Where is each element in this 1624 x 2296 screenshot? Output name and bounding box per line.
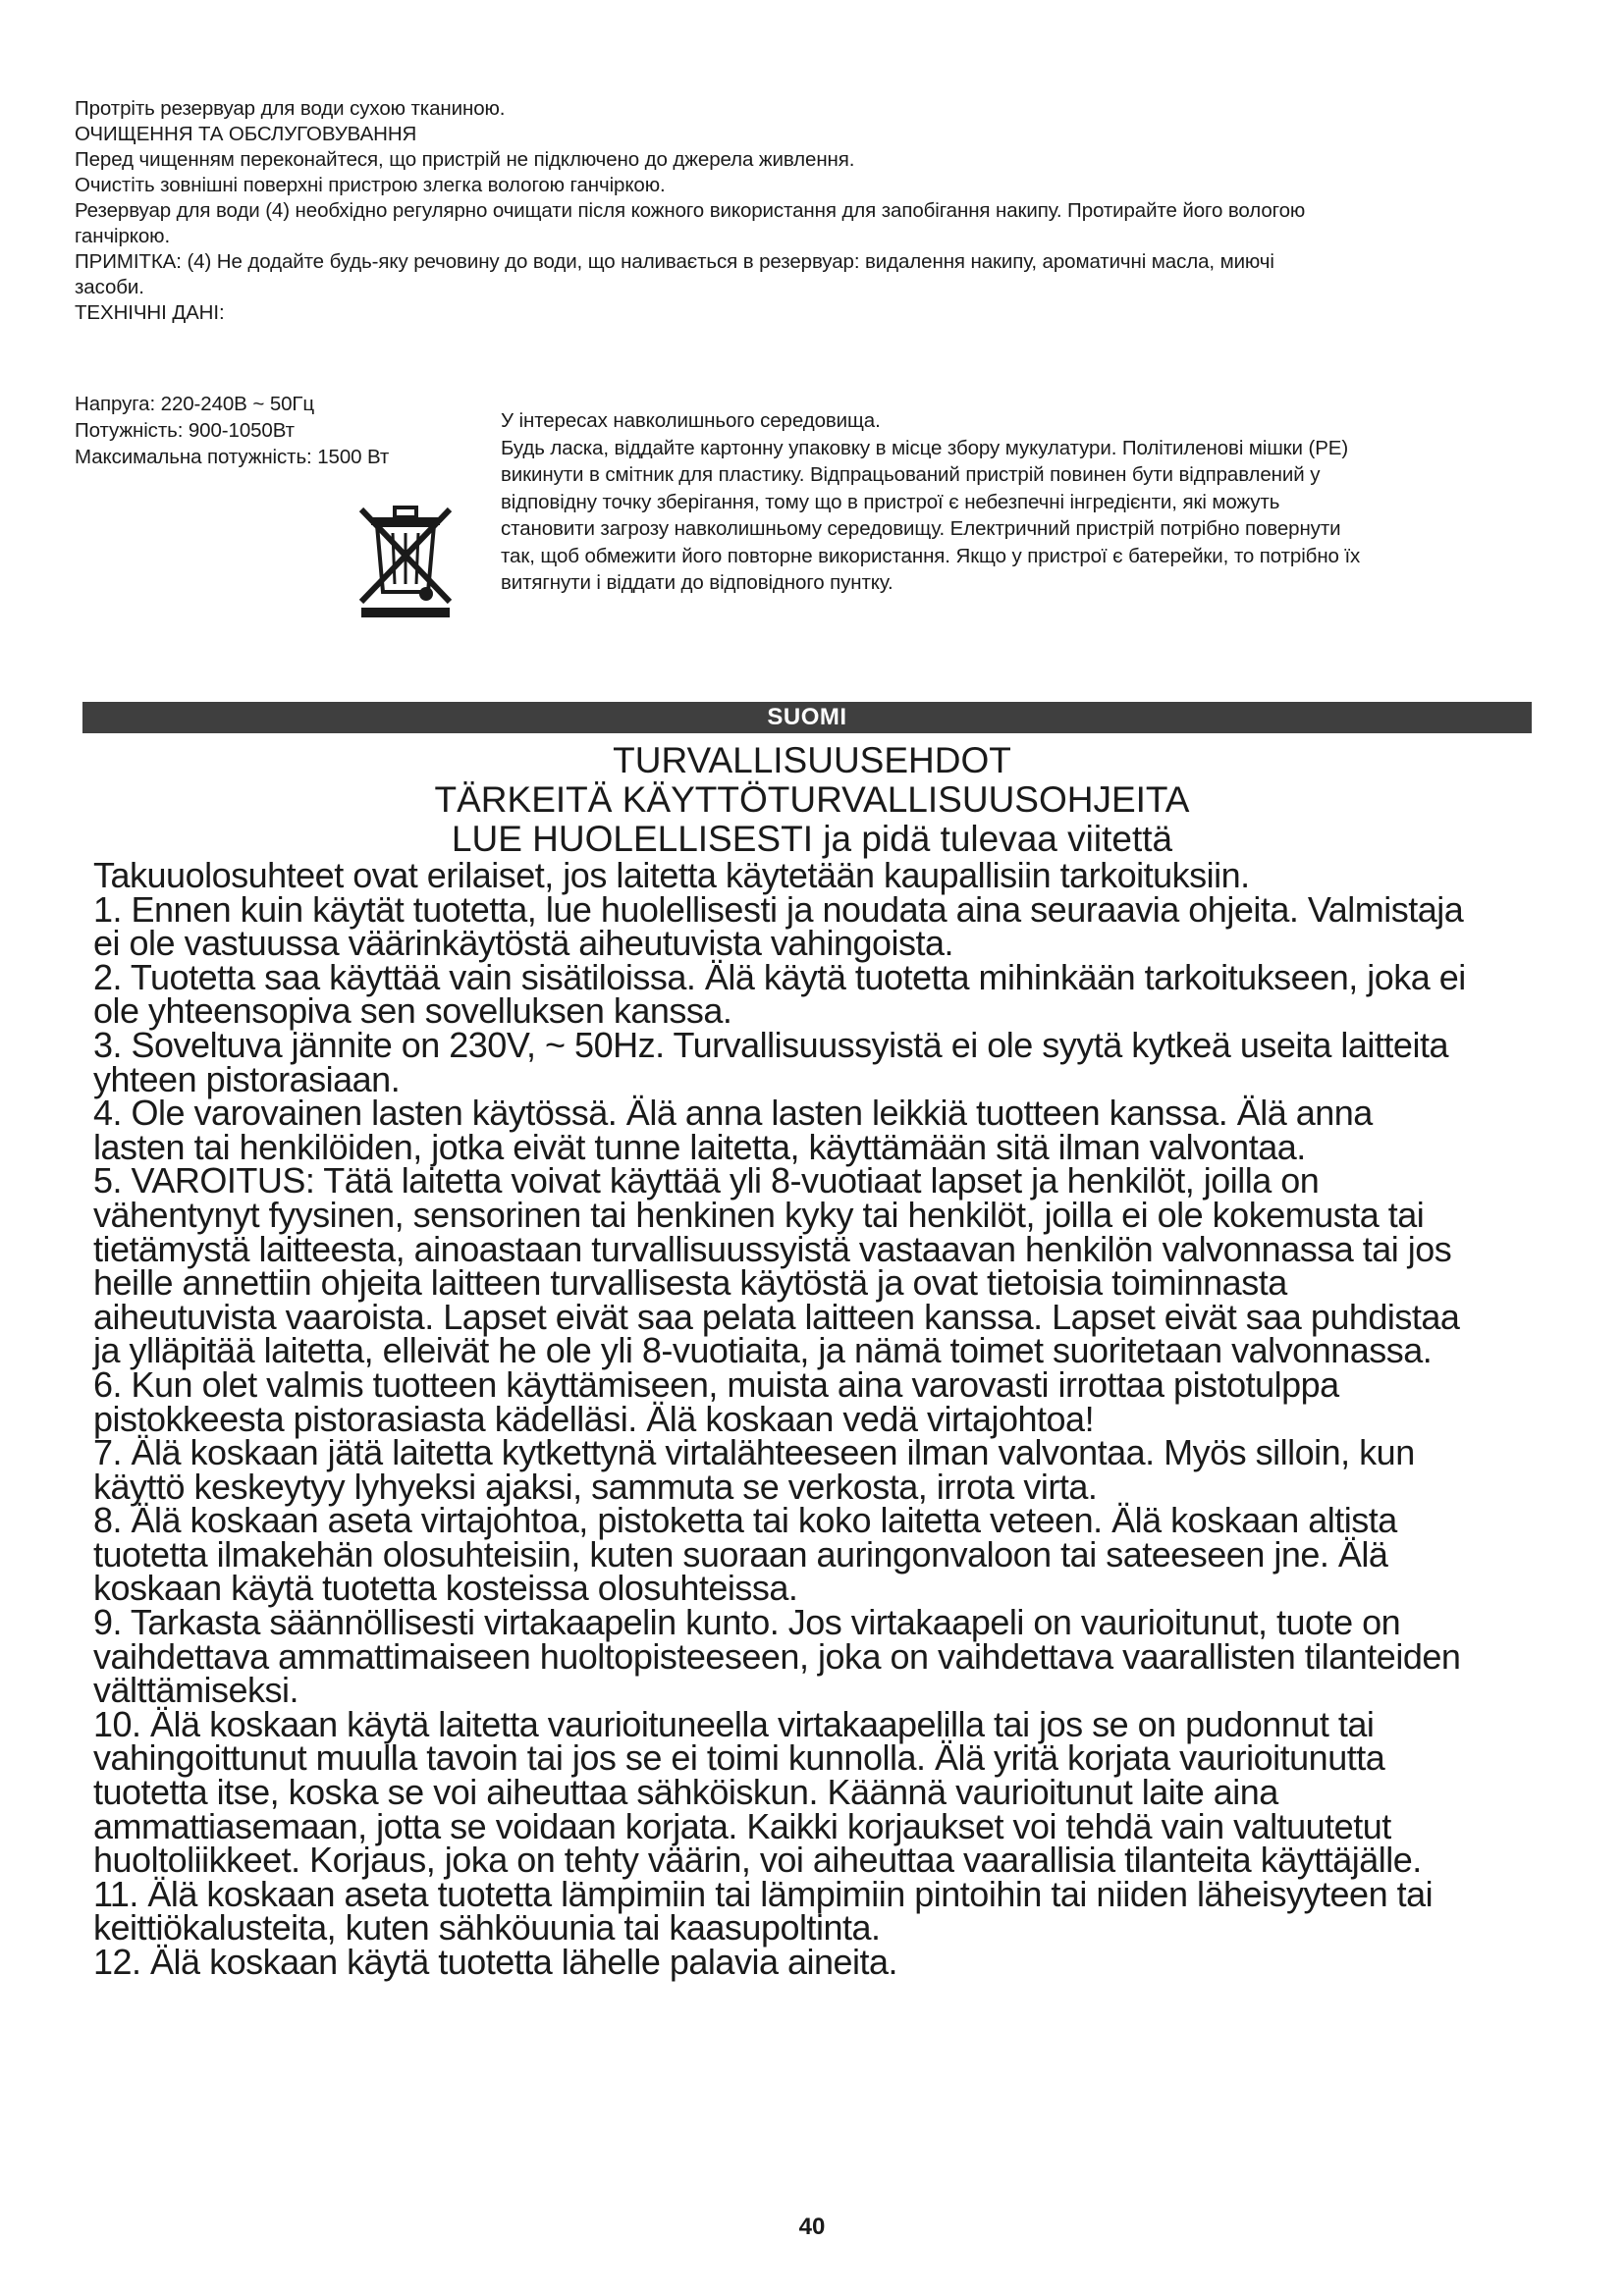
environment-notice — [501, 407, 1556, 597]
finnish-safety-instructions — [93, 855, 1556, 1982]
fi-line: koskaan käytä tuotetta kosteissa olosuhteissa. — [93, 1568, 798, 1609]
fi-line: 10. Älä koskaan käytä laitetta vaurioituneella virtakaapelilla tai jos se on pudonnut tai — [93, 1703, 1375, 1744]
env-line: Будь ласка, віддайте картонну упаковку в місце збору мукулатури. Політиленові мішки (PE) — [501, 436, 1349, 459]
fi-line: aiheutuvista vaaroista. Lapset eivät saa pelata laitteen kanssa. Lapset eivät saa puhdistaa — [93, 1296, 1460, 1337]
safety-heading: TURVALLISUUSEHDOT — [613, 740, 1011, 780]
fi-line: 8. Älä koskaan aseta virtajohtoa, pistoketta tai koko laitetta veteen. Älä koskaan altista — [93, 1500, 1397, 1541]
spec-power: Потужність: 900-1050Вт — [75, 419, 295, 442]
fi-line: heille annettiin ohjeita laitteen turvallisesta käytöstä ja ovat tietoisia toiminnasta — [93, 1262, 1287, 1304]
env-line: витягнути і віддати до відповідного пунтку. — [501, 571, 893, 594]
technical-specs — [75, 391, 467, 470]
page-number: 40 — [798, 2214, 826, 2240]
fi-line: ei ole vastuussa väärinkäytöstä aiheutuvista vahingoista. — [93, 923, 954, 964]
fi-line: käyttö keskeytyy lyhyeksi ajaksi, sammuta se verkosta, irrota virta. — [93, 1466, 1098, 1507]
fi-line: 1. Ennen kuin käytät tuotetta, lue huolellisesti ja noudata aina seuraavia ohjeita. Valmistaja — [93, 888, 1464, 930]
fi-line: huoltoliikkeet. Korjaus, joka on tehty väärin, voi aiheuttaa vaarallisia tilanteita käyttäjälle. — [93, 1840, 1422, 1881]
fi-line: ammattiasemaan, jotta se voidaan korjata. Kaikki korjaukset voi tehdä vain valtuutetut — [93, 1805, 1391, 1846]
ua-line: Резервуар для води (4) необхідно регулярно очищати після кожного використання для запобігання накипу. Протирайте його вологою — [75, 199, 1306, 222]
language-section-bar: SUOMI — [82, 702, 1532, 733]
fi-line: vahingoittunut muulla tavoin tai jos se ei toimi kunnolla. Älä yritä korjata vaurioitunutta — [93, 1737, 1385, 1779]
fi-line: 11. Älä koskaan aseta tuotetta lämpimiin tai lämpimiin pintoihin tai niiden läheisyyteen tai — [93, 1873, 1434, 1914]
ua-line: ганчіркою. — [75, 225, 171, 247]
fi-line: vähentynyt fyysinen, sensorinen tai henkinen kyky tai henkilöt, joilla ei ole kokemusta tai — [93, 1194, 1425, 1235]
spec-voltage: Напруга: 220-240В ~ 50Гц — [75, 393, 315, 415]
read-carefully-heading: LUE HUOLELLISESTI ja pidä tulevaa viitettä — [451, 819, 1173, 859]
fi-line: Takuuolosuhteet ovat erilaiset, jos laitetta käytetään kaupallisiin tarkoituksiin. — [93, 855, 1250, 895]
fi-line: 2. Tuotetta saa käyttää vain sisätiloissa. Älä käytä tuotetta mihinkään tarkoitukseen, joka ei — [93, 956, 1466, 997]
fi-line: 5. VAROITUS: Tätä laitetta voivat käyttää yli 8-vuotiaat lapset ja henkilöt, joilla on — [93, 1160, 1320, 1201]
env-line: У інтересах навколишнього середовища. — [501, 409, 881, 432]
fi-line: yhteen pistorasiaan. — [93, 1058, 401, 1099]
crossed-out-wheelie-bin-icon — [344, 496, 467, 619]
fi-line: keittiökalusteita, kuten sähköuunia tai kaasupoltinta. — [93, 1907, 881, 1949]
ukrainian-instructions — [75, 96, 1557, 326]
fi-line: 3. Soveltuva jännite on 230V, ~ 50Hz. Turvallisuussyistä ei ole syytä kytkeä useita laitteita — [93, 1024, 1448, 1065]
ua-line: ТЕХНІЧНІ ДАНІ: — [75, 301, 225, 324]
important-instructions-heading: TÄRKEITÄ KÄYTTÖTURVALLISUUSOHJEITA — [434, 779, 1190, 820]
fi-line: 12. Älä koskaan käytä tuotetta lähelle palavia aineita. — [93, 1942, 898, 1982]
fi-line: 9. Tarkasta säännöllisesti virtakaapelin kunto. Jos virtakaapeli on vaurioitunut, tuote on — [93, 1602, 1401, 1643]
ua-line: засоби. — [75, 276, 144, 298]
fi-line: ja ylläpitää laitetta, elleivät he ole yli 8-vuotiaita, ja nämä toimet suoritetaan valvonnassa. — [93, 1330, 1433, 1371]
ua-line: Протріть резервуар для води сухою тканиною. — [75, 97, 506, 120]
ua-line: ОЧИЩЕННЯ ТА ОБСЛУГОВУВАННЯ — [75, 123, 417, 145]
env-line: так, щоб обмежити його повторне використання. Якщо у пристрої є батерейки, то потрібно їх — [501, 544, 1361, 567]
fi-line: tuotetta ilmakehän olosuhteisiin, kuten suoraan auringonvaloon tai sateeseen jne. Älä — [93, 1533, 1388, 1575]
fi-line: 6. Kun olet valmis tuotteen käyttämiseen, muista aina varovasti irrottaa pistotulppa — [93, 1363, 1339, 1405]
fi-line: välttämiseksi. — [93, 1670, 299, 1711]
spec-max-power: Максимальна потужність: 1500 Вт — [75, 446, 390, 468]
ua-line: Очистіть зовнішні поверхні пристрою злегка вологою ганчіркою. — [75, 174, 666, 196]
fi-line: tietämystä laitteesta, ainoastaan turvallisuussyistä vastaavan henkilön valvonnassa tai jos — [93, 1228, 1452, 1269]
fi-line: lasten tai henkilöiden, jotka eivät tunne laitetta, käyttämään sitä ilman valvontaa. — [93, 1126, 1306, 1167]
fi-line: 4. Ole varovainen lasten käytössä. Älä anna lasten leikkiä tuotteen kanssa. Älä anna — [93, 1093, 1373, 1134]
fi-line: tuotetta itse, koska se voi aiheuttaa sähköiskun. Käännä vaurioitunut laite aina — [93, 1772, 1278, 1813]
fi-line: 7. Älä koskaan jätä laitetta kytkettynä virtalähteeseen ilman valvontaa. Myös silloin, kun — [93, 1432, 1415, 1473]
env-line: викинути в смітник для пластику. Відпрацьований пристрій повинен бути відправлений у — [501, 463, 1321, 486]
ua-line: ПРИМІТКА: (4) Не додайте будь-яку речовину до води, що наливається в резервуар: видалення накипу, ароматичні масла, миючі — [75, 250, 1274, 273]
fi-line: ole yhteensopiva sen sovelluksen kanssa. — [93, 990, 732, 1032]
ua-line: Перед чищенням переконайтеся, що пристрій не підключено до джерела живлення. — [75, 148, 855, 171]
env-line: становити загрозу навколишньому середовищу. Електричний пристрій потрібно повернути — [501, 517, 1341, 540]
env-line: відповідну точку зберігання, тому що в пристрої є небезпечні інгредієнти, які можуть — [501, 490, 1280, 513]
fi-line: vaihdettava ammattimaiseen huoltopisteeseen, joka on vaihdettava vaarallisten tilanteiden — [93, 1635, 1461, 1677]
fi-line: pistokkeesta pistorasiasta kädelläsi. Älä koskaan vedä virtajohtoa! — [93, 1398, 1095, 1439]
